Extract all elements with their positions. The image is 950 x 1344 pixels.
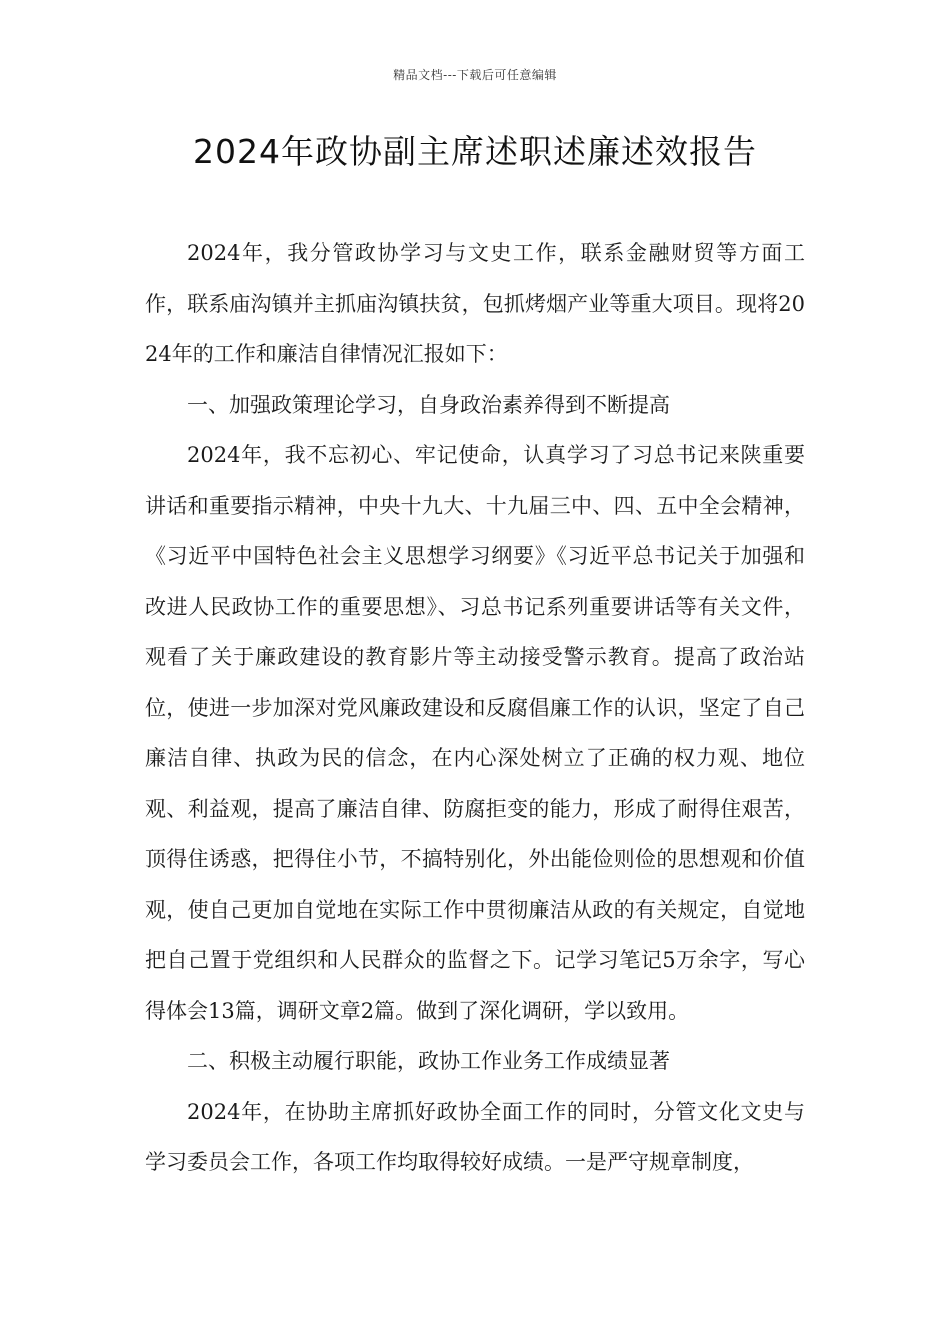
section-heading-1: 一、加强政策理论学习，自身政治素养得到不断提高 bbox=[187, 392, 670, 417]
section-heading-2: 二、积极主动履行职能，政协工作业务工作成绩显著 bbox=[187, 1049, 670, 1073]
paragraph-intro: 2024年，我分管政协学习与文史工作，联系金融财贸等方面工作，联系庙沟镇并主抓庙沟镇扶贫，包抓烤烟产业等重大项目。现将2024年的工作和廉洁自律情况汇报如下： bbox=[145, 241, 805, 366]
paragraph-duties: 2024年，在协助主席抓好政协全面工作的同时，分管文化文史与学习委员会工作，各项工作均取得较好成绩。一是严守规章制度， bbox=[145, 1099, 805, 1174]
header-note: 精品文档---下载后可任意编辑 bbox=[393, 68, 557, 82]
document-body bbox=[145, 228, 805, 1188]
document-title: 2024年政协副主席述职述廉述效报告 bbox=[193, 132, 757, 171]
paragraph-study: 2024年，我不忘初心、牢记使命，认真学习了习总书记来陕重要讲话和重要指示精神，中央十九大、十九届三中、四、五中全会精神，《习近平中国特色社会主义思想学习纲要》《习近平总书记关于加强和改进人民政协工作的重要思想》、习总书记系列重要讲话等有关文件，观看了关于廉政建设的教育影片等主动接受警示教育。提高了政治站位，使进一步加深对党风廉政建设和反腐倡廉工作的认识，坚定了自己廉洁自律、执政为民的信念，在内心深处树立了正确的权力观、地位观、利益观，提高了廉洁自律、防腐拒变的能力，形成了耐得住艰苦，顶得住诱惑，把得住小节，不搞特别化，外出能俭则俭的思想观和价值观，使自己更加自觉地在实际工作中贯彻廉洁从政的有关规定，自觉地把自己置于党组织和人民群众的监督之下。记学习笔记5万余字，写心得体会13篇，调研文章2篇。做到了深化调研，学以致用。 bbox=[145, 443, 805, 1023]
